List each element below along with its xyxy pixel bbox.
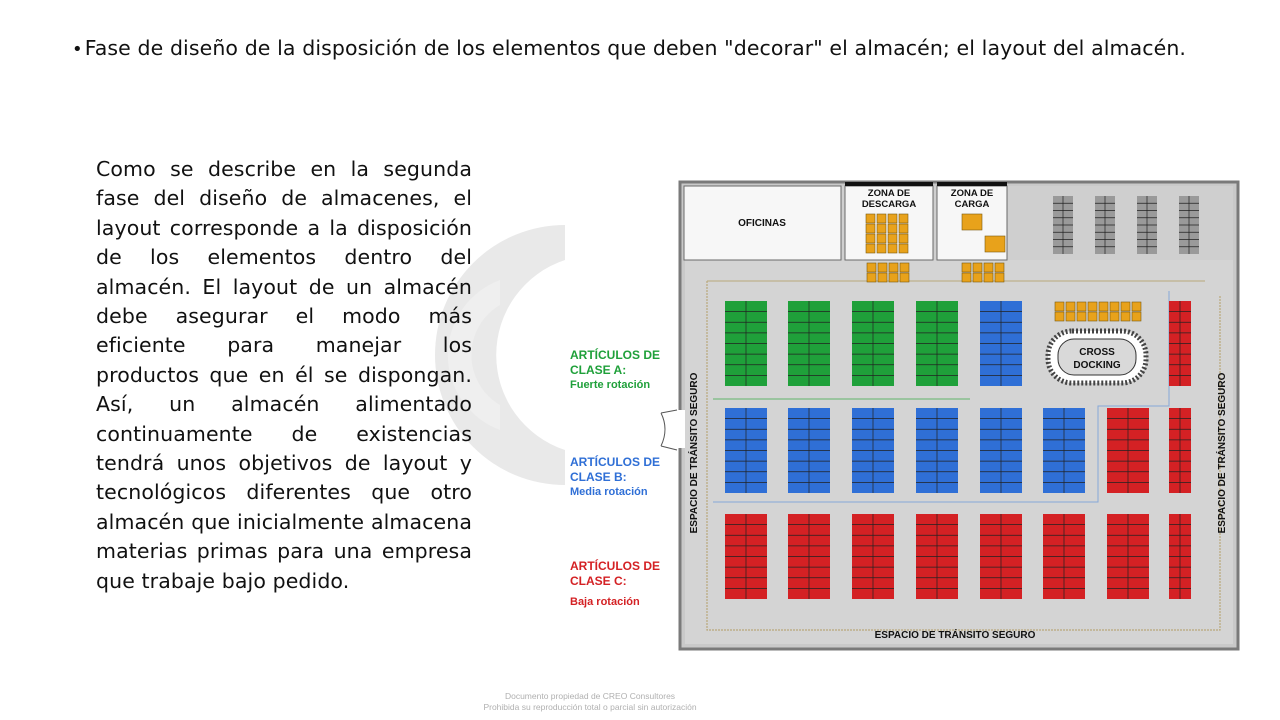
pallet (888, 224, 897, 233)
footer-line-2: Prohibida su reproducción total o parcial sin autorización (483, 701, 697, 712)
clase-c-label-2: CLASE C: (570, 574, 627, 588)
pallet (1110, 312, 1119, 321)
pallet (962, 273, 971, 282)
pallet (866, 234, 875, 243)
pallet (1055, 312, 1064, 321)
warehouse-floor (685, 260, 1233, 644)
pallet (899, 234, 908, 243)
zona-carga-door (937, 182, 1007, 186)
pallet (984, 273, 993, 282)
oficinas-label: OFICINAS (738, 218, 786, 229)
pallet (878, 273, 887, 282)
zona-carga-label-2: CARGA (954, 199, 990, 210)
transito-label-right: ESPACIO DE TRÁNSITO SEGURO (1217, 372, 1228, 534)
clase-c-label-3: Baja rotación (570, 596, 640, 608)
pallet (888, 244, 897, 253)
pallet (866, 214, 875, 223)
pallet (1132, 312, 1141, 321)
pallet (867, 263, 876, 272)
pallet (973, 263, 982, 272)
zona-descarga-label-1: ZONA DE (867, 188, 911, 199)
bullet-text: Fase de diseño de la disposición de los elementos que deben "decorar" el almacén; el layout del almacén. (84, 36, 1187, 60)
pallet (899, 244, 908, 253)
pallet (866, 244, 875, 253)
clase-b-label-2: CLASE B: (570, 470, 627, 484)
pallet (1099, 302, 1108, 311)
bullet-point (72, 34, 1212, 64)
pallet (888, 214, 897, 223)
pallet (1099, 312, 1108, 321)
pallet-large (962, 214, 982, 230)
pallet (995, 263, 1004, 272)
transito-label-left: ESPACIO DE TRÁNSITO SEGURO (689, 372, 700, 534)
pallet (889, 273, 898, 282)
pallet (1077, 302, 1086, 311)
bullet-dot: • (72, 39, 83, 60)
pallet (973, 273, 982, 282)
pallet (984, 263, 993, 272)
pallet (867, 273, 876, 282)
pallet (877, 214, 886, 223)
pallet (877, 234, 886, 243)
clase-c-label-1: ARTÍCULOS DE (570, 559, 660, 573)
footer-line-1: Documento propiedad de CREO Consultores (504, 691, 676, 701)
pallet (900, 273, 909, 282)
cross-docking-label-2: DOCKING (1073, 360, 1121, 371)
clase-a-label-3: Fuerte rotación (570, 379, 651, 391)
clase-b-label-1: ARTÍCULOS DE (570, 455, 660, 469)
pallet (1132, 302, 1141, 311)
zona-descarga-label-2: DESCARGA (861, 199, 917, 210)
pallet (877, 224, 886, 233)
pallet (1066, 312, 1075, 321)
pallet (900, 263, 909, 272)
warehouse-layout-diagram (565, 178, 1245, 653)
zona-carga-label-1: ZONA DE (950, 188, 994, 199)
clase-a-label-2: CLASE A: (570, 363, 627, 377)
pallet (1088, 302, 1097, 311)
entrance-door-swing (661, 410, 677, 450)
pallet (899, 214, 908, 223)
pallet (899, 224, 908, 233)
pallet-large (985, 236, 1005, 252)
clase-b-label-3: Media rotación (570, 486, 648, 498)
zona-descarga-door (845, 182, 933, 186)
pallet (962, 263, 971, 272)
pallet (889, 263, 898, 272)
entrance-gap (676, 410, 685, 448)
transito-label-bottom: ESPACIO DE TRÁNSITO SEGURO (874, 630, 1036, 641)
pallet (995, 273, 1004, 282)
pallet (888, 234, 897, 243)
pallet (866, 224, 875, 233)
pallet (878, 263, 887, 272)
body-paragraph: Como se describe en la segunda fase del diseño de almacenes, el layout corresponde a la disposición de los elementos dentro del almacén. El layout de un almacén debe asegurar el modo más eficiente para manejar los productos que en él se dispongan. Así, un almacén alimentado continuamente de existencias tendrá unos objetivos de layout y tecnológicos diferentes que otro almacén que inicialmente almacena materias primas para una empresa que trabaje bajo pedido. (96, 157, 472, 593)
pallet (1088, 312, 1097, 321)
clase-a-label-1: ARTÍCULOS DE (570, 348, 660, 362)
pallet (1121, 302, 1130, 311)
footer (390, 691, 790, 712)
pallet (1077, 312, 1086, 321)
pallet (877, 244, 886, 253)
pallet (1055, 302, 1064, 311)
pallet (1066, 302, 1075, 311)
cross-docking-label-1: CROSS (1079, 347, 1115, 358)
pallet (1121, 312, 1130, 321)
pallet (1110, 302, 1119, 311)
